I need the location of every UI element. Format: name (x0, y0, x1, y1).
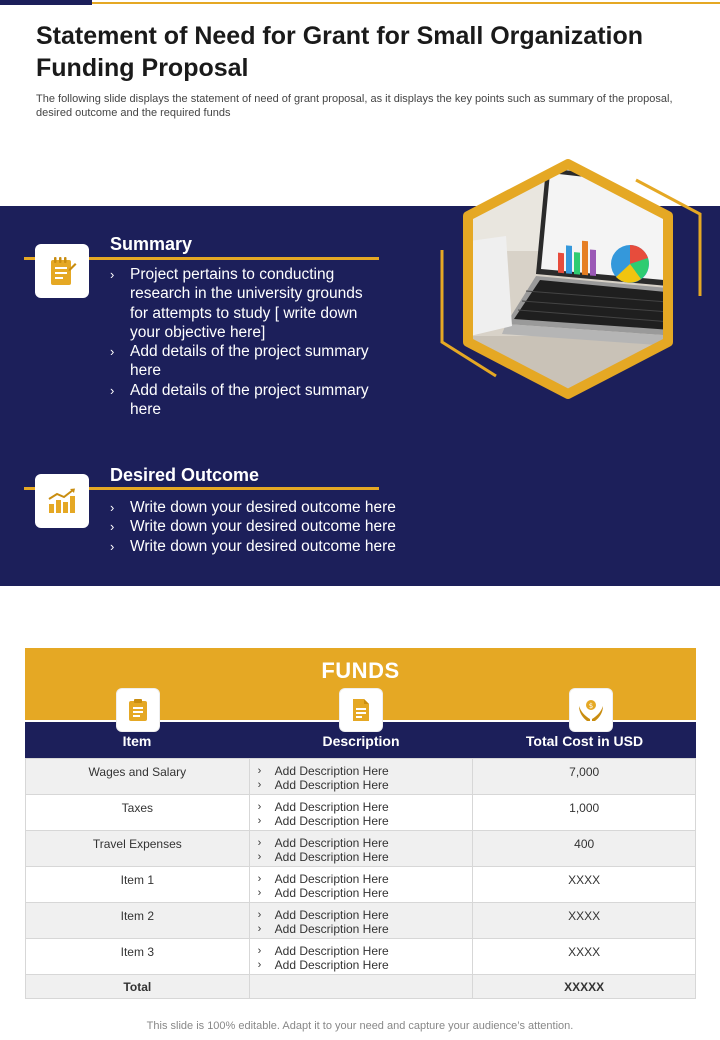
funds-table (25, 758, 696, 999)
footer-note: This slide is 100% editable. Adapt it to your need and capture your audience’s attention. (146, 1020, 574, 1032)
cost-cell: XXXX (473, 939, 696, 975)
table-row (26, 831, 696, 867)
item-cell: Item 2 (26, 903, 250, 939)
description-line: › Add Description Here (258, 922, 473, 936)
description-line: › Add Description Here (258, 908, 473, 922)
description-line: › Add Description Here (258, 850, 473, 864)
cost-cell: XXXX (473, 903, 696, 939)
notepad-icon (47, 255, 77, 287)
item-cell: Item 3 (26, 939, 250, 975)
total-empty-cell (249, 975, 473, 999)
top-accent-gold (92, 2, 720, 4)
item-cell: Wages and Salary (26, 759, 250, 795)
description-column-icon-box (340, 689, 382, 731)
description-line: › Add Description Here (258, 872, 473, 886)
top-accent-bar (0, 0, 720, 5)
table-row (26, 903, 696, 939)
outcome-bullet: › Write down your desired outcome here (110, 517, 430, 536)
cost-cell: 400 (473, 831, 696, 867)
item-cell: Travel Expenses (26, 831, 250, 867)
hand-coin-icon (578, 698, 604, 722)
outcome-icon-box (35, 474, 89, 528)
laptop-hexagon-image (436, 146, 706, 406)
page-subtitle: The following slide displays the statement of need of grant proposal, as it displays the key points such as summary of the proposal, desired outcome and the required funds (36, 93, 673, 119)
description-line: › Add Description Here (258, 800, 473, 814)
summary-bullet: › Add details of the project summary here (110, 342, 380, 381)
total-label-cell: Total (26, 975, 250, 999)
outcome-list (110, 498, 430, 556)
description-cell (249, 903, 473, 939)
description-line: › Add Description Here (258, 836, 473, 850)
description-cell (249, 867, 473, 903)
summary-bullet: › Project pertains to conducting research in the university grounds for attempts to study [ write down your objective here] (110, 265, 380, 342)
column-header-description: Description (322, 733, 400, 749)
total-cost-cell: XXXXX (473, 975, 696, 999)
summary-title: Summary (110, 234, 193, 254)
item-column-icon-box (117, 689, 159, 731)
outcome-title: Desired Outcome (110, 465, 260, 485)
cost-cell: XXXX (473, 867, 696, 903)
table-row (26, 759, 696, 795)
description-line: › Add Description Here (258, 886, 473, 900)
table-row (26, 939, 696, 975)
top-accent-navy (0, 0, 92, 5)
description-cell (249, 831, 473, 867)
page-title: Statement of Need for Grant for Small Organization Funding Proposal (36, 22, 644, 82)
document-icon (351, 698, 371, 722)
cost-column-icon-box (570, 689, 612, 731)
item-cell: Taxes (26, 795, 250, 831)
column-header-total-cost: Total Cost in USD (525, 733, 644, 749)
description-line: › Add Description Here (258, 814, 473, 828)
summary-list (110, 265, 380, 419)
table-row (26, 795, 696, 831)
clipboard-icon (127, 698, 149, 722)
column-header-item: Item (122, 733, 152, 749)
description-line: › Add Description Here (258, 958, 473, 972)
description-line: › Add Description Here (258, 944, 473, 958)
description-line: › Add Description Here (258, 764, 473, 778)
description-cell (249, 939, 473, 975)
total-row (26, 975, 696, 999)
outcome-bullet: › Write down your desired outcome here (110, 498, 430, 517)
funds-title: FUNDS (321, 658, 400, 683)
description-cell (249, 795, 473, 831)
summary-icon-box (35, 244, 89, 298)
cost-cell: 7,000 (473, 759, 696, 795)
svg-text:$: $ (588, 702, 594, 710)
description-cell (249, 759, 473, 795)
description-line: › Add Description Here (258, 778, 473, 792)
item-cell: Item 1 (26, 867, 250, 903)
bar-chart-icon (46, 487, 78, 515)
summary-bullet: › Add details of the project summary here (110, 381, 380, 420)
cost-cell: 1,000 (473, 795, 696, 831)
outcome-bullet: › Write down your desired outcome here (110, 537, 430, 556)
table-row (26, 867, 696, 903)
